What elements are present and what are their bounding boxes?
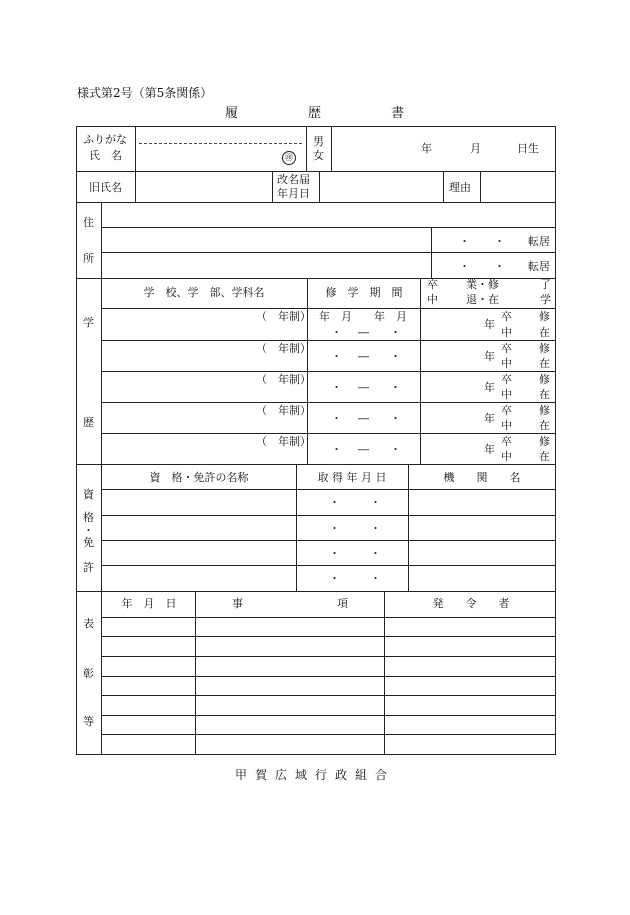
dot: ・ bbox=[331, 443, 342, 456]
year: 年 bbox=[484, 443, 495, 456]
moved-label: 転居 bbox=[528, 235, 550, 248]
title-char: 履 bbox=[225, 106, 239, 121]
moved-label: 転居 bbox=[528, 260, 550, 273]
status[interactable]: 在 bbox=[539, 326, 550, 339]
form-number: 様式第2号（第5条関係） bbox=[77, 86, 213, 100]
reason-label: 理由 bbox=[449, 181, 471, 194]
col-status: 中 bbox=[427, 293, 438, 306]
license-label: 資 bbox=[83, 488, 94, 501]
dash: ― bbox=[358, 326, 369, 339]
license-label: 免 bbox=[83, 536, 94, 549]
dot: ・ bbox=[370, 496, 381, 509]
status[interactable]: 修 bbox=[539, 435, 550, 448]
seal-icon: ㊞ bbox=[282, 151, 296, 165]
dot: ・ bbox=[390, 412, 401, 425]
col-status: 学 bbox=[540, 293, 551, 306]
title-char: 書 bbox=[391, 106, 405, 121]
gender-female[interactable]: 女 bbox=[313, 149, 324, 162]
birth-month: 月 bbox=[470, 142, 481, 155]
status[interactable]: 中 bbox=[501, 388, 512, 401]
license-input[interactable] bbox=[103, 567, 293, 589]
education-label-1: 学 bbox=[83, 316, 94, 329]
year-system: （ 年制） bbox=[256, 310, 311, 323]
rename-date-input[interactable] bbox=[321, 173, 441, 199]
furigana-guide bbox=[139, 143, 302, 144]
dash: ― bbox=[358, 412, 369, 425]
dot: ・ bbox=[390, 326, 401, 339]
dot: ・ bbox=[331, 412, 342, 425]
dot: ・ bbox=[494, 235, 505, 248]
col-license-date: 取 得 年 月 日 bbox=[317, 471, 387, 484]
status[interactable]: 中 bbox=[501, 357, 512, 370]
status[interactable]: 中 bbox=[501, 326, 512, 339]
year: 年 bbox=[484, 318, 495, 331]
address-label-1: 住 bbox=[83, 216, 94, 229]
col-status: 卒 bbox=[427, 278, 438, 291]
dot: ・ bbox=[329, 547, 340, 560]
status[interactable]: 在 bbox=[539, 450, 550, 463]
dot: ・ bbox=[370, 522, 381, 535]
dot: ・ bbox=[370, 547, 381, 560]
awards-label: 等 bbox=[83, 715, 94, 728]
status[interactable]: 中 bbox=[501, 450, 512, 463]
address-label-2: 所 bbox=[83, 252, 94, 265]
status[interactable]: 在 bbox=[539, 388, 550, 401]
col-award-matter: 項 bbox=[337, 597, 348, 610]
dot: ・ bbox=[331, 381, 342, 394]
col-school: 学 校、学 部、学科名 bbox=[143, 286, 265, 299]
dot: ・ bbox=[370, 572, 381, 585]
year-system: （ 年制） bbox=[256, 342, 311, 355]
col-status: 退・在 bbox=[466, 293, 499, 306]
status[interactable]: 修 bbox=[539, 342, 550, 355]
year-system: （ 年制） bbox=[256, 404, 311, 417]
col-license-org: 機 関 名 bbox=[443, 471, 521, 484]
dot: ・ bbox=[390, 381, 401, 394]
license-input[interactable] bbox=[103, 491, 293, 513]
year: 年 bbox=[484, 412, 495, 425]
status[interactable]: 卒 bbox=[501, 342, 512, 355]
dot: ・ bbox=[459, 235, 470, 248]
name-input[interactable] bbox=[137, 147, 287, 167]
period-header: 年 月 年 月 bbox=[319, 310, 407, 323]
birth-year: 年 bbox=[421, 142, 432, 155]
organization-name: 甲賀広域行政組合 bbox=[234, 768, 395, 782]
dot: ・ bbox=[331, 326, 342, 339]
dot: ・ bbox=[390, 443, 401, 456]
col-award-date: 年 月 日 bbox=[121, 597, 177, 610]
license-input[interactable] bbox=[103, 542, 293, 564]
year: 年 bbox=[484, 381, 495, 394]
status[interactable]: 在 bbox=[539, 357, 550, 370]
license-label: 格 bbox=[83, 511, 94, 524]
old-name-label: 旧氏名 bbox=[89, 181, 122, 194]
status[interactable]: 卒 bbox=[501, 310, 512, 323]
awards-entries[interactable] bbox=[103, 619, 553, 752]
dot: ・ bbox=[329, 572, 340, 585]
status[interactable]: 卒 bbox=[501, 373, 512, 386]
status[interactable]: 中 bbox=[501, 419, 512, 432]
license-label: ・ bbox=[83, 524, 94, 537]
dash: ― bbox=[358, 350, 369, 363]
dash: ― bbox=[358, 443, 369, 456]
year-system: （ 年制） bbox=[256, 373, 311, 386]
awards-label: 彰 bbox=[83, 667, 94, 680]
name-label: 氏 名 bbox=[89, 149, 122, 162]
address-input[interactable] bbox=[103, 229, 428, 251]
title-char: 歴 bbox=[308, 106, 322, 121]
dot: ・ bbox=[329, 496, 340, 509]
license-input[interactable] bbox=[103, 517, 293, 539]
col-award-matter: 事 bbox=[232, 597, 243, 610]
dot: ・ bbox=[390, 350, 401, 363]
status[interactable]: 修 bbox=[539, 310, 550, 323]
year-system: （ 年制） bbox=[256, 435, 311, 448]
resume-form bbox=[76, 126, 556, 755]
address-input[interactable] bbox=[103, 254, 428, 276]
status[interactable]: 修 bbox=[539, 373, 550, 386]
dot: ・ bbox=[329, 522, 340, 535]
col-period: 修 学 期 間 bbox=[325, 286, 403, 299]
reason-input[interactable] bbox=[482, 173, 552, 199]
address-input[interactable] bbox=[103, 204, 553, 226]
gender-male[interactable]: 男 bbox=[313, 135, 324, 148]
dot: ・ bbox=[331, 350, 342, 363]
rename-label: 改名届 bbox=[277, 173, 310, 186]
status[interactable]: 卒 bbox=[501, 435, 512, 448]
status[interactable]: 修 bbox=[539, 404, 550, 417]
furigana-input[interactable] bbox=[137, 131, 297, 143]
col-license-name: 資 格・免許の名称 bbox=[149, 471, 249, 484]
status[interactable]: 卒 bbox=[501, 404, 512, 417]
rename-date-label: 年月日 bbox=[277, 187, 310, 200]
status[interactable]: 在 bbox=[539, 419, 550, 432]
dot: ・ bbox=[459, 260, 470, 273]
dot: ・ bbox=[494, 260, 505, 273]
furigana-label: ふりがな bbox=[83, 133, 127, 146]
dash: ― bbox=[358, 381, 369, 394]
license-label: 許 bbox=[83, 561, 94, 574]
old-name-input[interactable] bbox=[137, 173, 272, 199]
education-label-2: 歴 bbox=[83, 416, 94, 429]
awards-label: 表 bbox=[83, 617, 94, 630]
year: 年 bbox=[484, 350, 495, 363]
col-award-issuer: 発 令 者 bbox=[432, 597, 510, 610]
birth-day: 日生 bbox=[517, 142, 539, 155]
col-status: 了 bbox=[540, 278, 551, 291]
col-status: 業・修 bbox=[466, 278, 499, 291]
